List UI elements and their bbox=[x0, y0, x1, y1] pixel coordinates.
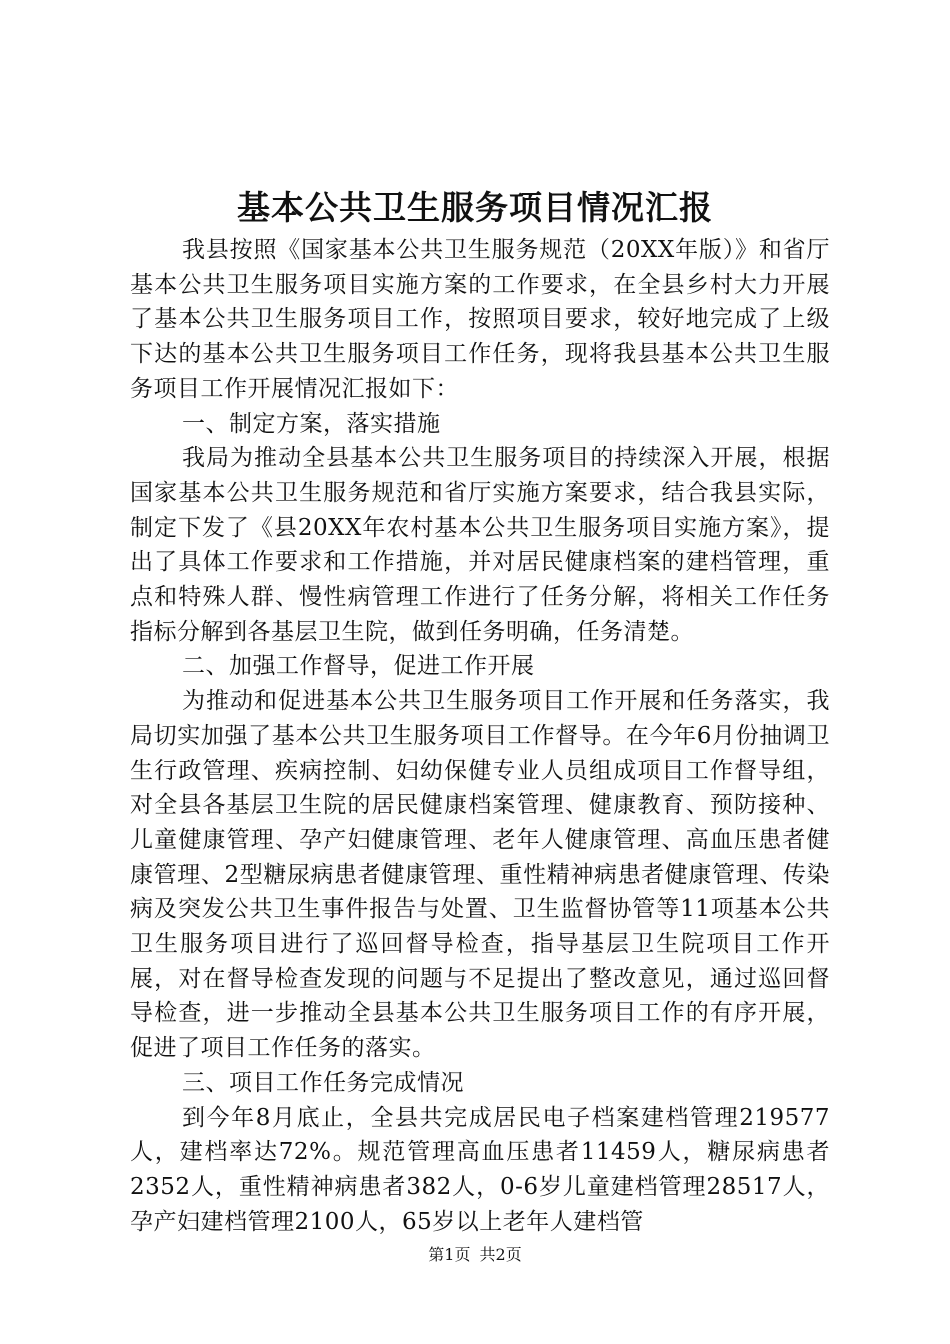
paragraph-section-2: 为推动和促进基本公共卫生服务项目工作开展和任务落实，我局切实加强了基本公共卫生服务项目工作督导。在今年6月份抽调卫生行政管理、疾病控制、妇幼保健专业人员组成项目工作督导组，对全县各基层卫生院的居民健康档案管理、健康教育、预防接种、儿童健康管理、孕产妇健康管理、老年人健康管理、高血压患者健康管理、2型糖尿病患者健康管理、重性精神病患者健康管理、传染病及突发公共卫生事件报告与处置、卫生监督协管等11项基本公共卫生服务项目进行了巡回督导检查，指导基层卫生院项目工作开展，对在督导检查发现的问题与不足提出了整改意见，通过巡回督导检查，进一步推动全县基本公共卫生服务项目工作的有序开展，促进了项目工作任务的落实。 bbox=[130, 688, 830, 1062]
paragraph-intro: 我县按照《国家基本公共卫生服务规范（20XX年版）》和省厅基本公共卫生服务项目实施方案的工作要求，在全县乡村大力开展了基本公共卫生服务项目工作，按照项目要求，较好地完成了上级下达的基本公共卫生服务项目工作任务，现将我县基本公共卫生服务项目工作开展情况汇报如下： bbox=[130, 237, 830, 402]
document-body bbox=[130, 233, 830, 1239]
page-number: 第1页 bbox=[428, 1245, 471, 1264]
paragraph-section-3: 到今年8月底止，全县共完成居民电子档案建档管理219577人，建档率达72%。规范管理高血压患者11459人，糖尿病患者2352人，重性精神病患者382人，0-6岁儿童建档管理28517人，孕产妇建档管理2100人，65岁以上老年人建档管 bbox=[130, 1104, 830, 1235]
section-heading-2: 二、加强工作督导，促进工作开展 bbox=[182, 653, 535, 680]
section-heading-1: 一、制定方案，落实措施 bbox=[182, 410, 441, 437]
page-footer bbox=[0, 1244, 950, 1266]
paragraph-section-1: 我局为推动全县基本公共卫生服务项目的持续深入开展，根据国家基本公共卫生服务规范和省厅实施方案要求，结合我县实际，制定下发了《县20XX年农村基本公共卫生服务项目实施方案》，提出了具体工作要求和工作措施，并对居民健康档案的建档管理，重点和特殊人群、慢性病管理工作进行了任务分解，将相关工作任务指标分解到各基层卫生院，做到任务明确，任务清楚。 bbox=[130, 445, 830, 645]
section-heading-3: 三、项目工作任务完成情况 bbox=[182, 1069, 464, 1096]
document-title: 基本公共卫生服务项目情况汇报 bbox=[237, 188, 713, 227]
page-total: 共2页 bbox=[479, 1245, 522, 1264]
